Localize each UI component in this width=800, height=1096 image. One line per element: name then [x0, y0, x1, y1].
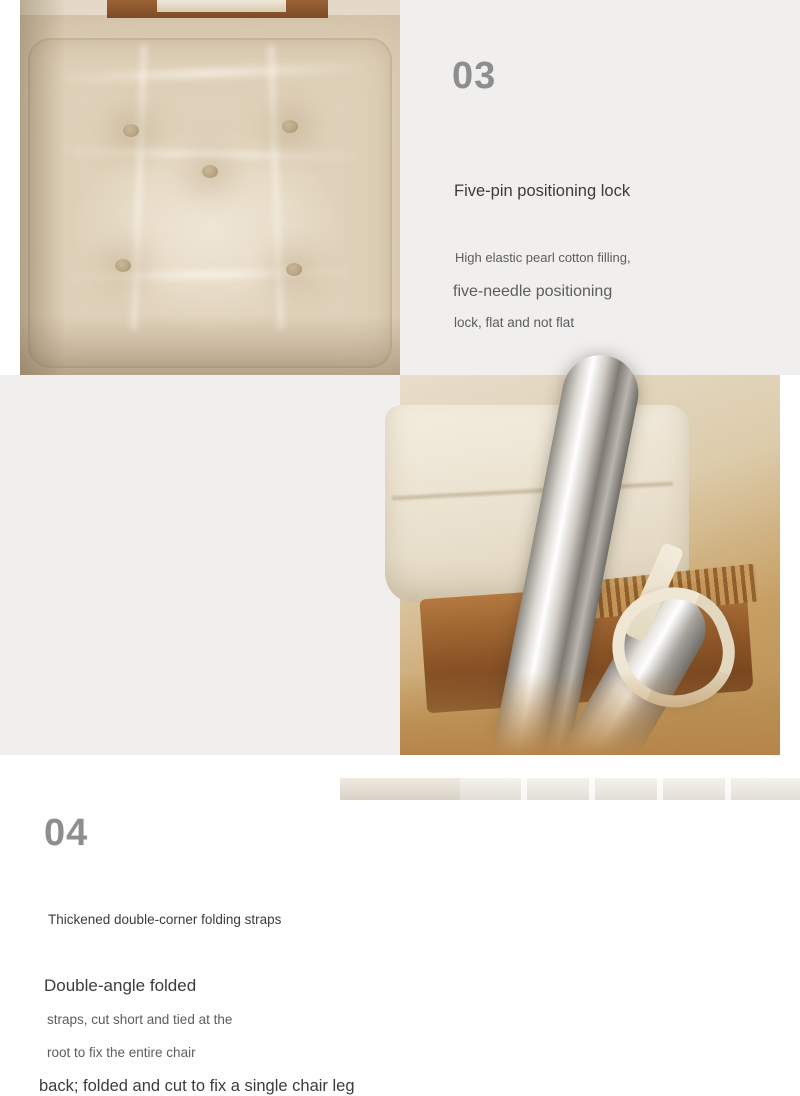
- window-slat: [725, 778, 731, 800]
- layout-gap: [0, 0, 20, 375]
- window-slat: [589, 778, 595, 800]
- tuft-button: [115, 259, 131, 272]
- window-slat: [521, 778, 527, 800]
- panel-body-line: lock, flat and not flat: [454, 315, 575, 330]
- tufted-cushion-photo: [20, 0, 400, 375]
- panel-body-line: back; folded and cut to fix a single chair leg: [39, 1077, 355, 1095]
- tuft-button: [123, 124, 139, 137]
- background-object: [157, 0, 286, 12]
- chair-leg-strap-photo: [400, 375, 780, 755]
- panel-body-line: High elastic pearl cotton filling,: [455, 250, 631, 265]
- panel-heading-03: Five-pin positioning lock: [454, 182, 631, 200]
- panel-number-04: 04: [44, 812, 89, 854]
- window-slat: [657, 778, 663, 800]
- tuft-button: [286, 263, 302, 276]
- floor-shading: [400, 671, 780, 755]
- panel-heading-04: Thickened double-corner folding straps: [48, 912, 282, 927]
- panel-body-line: straps, cut short and tied at the: [47, 1012, 233, 1027]
- panel-body-line: Double-angle folded: [44, 976, 197, 995]
- photo-shading: [20, 315, 400, 375]
- layout-gap: [780, 375, 800, 755]
- bottom-strip-left-photo: [340, 778, 460, 800]
- feature-panel-03: [400, 0, 800, 375]
- bottom-strip-right-photo: [460, 778, 800, 800]
- panel-body-line: root to fix the entire chair: [47, 1045, 196, 1060]
- panel-number-03: 03: [452, 55, 497, 97]
- feature-panel-04: [0, 375, 400, 1095]
- layout-gap: [0, 755, 800, 778]
- panel-body-line: five-needle positioning: [453, 283, 613, 300]
